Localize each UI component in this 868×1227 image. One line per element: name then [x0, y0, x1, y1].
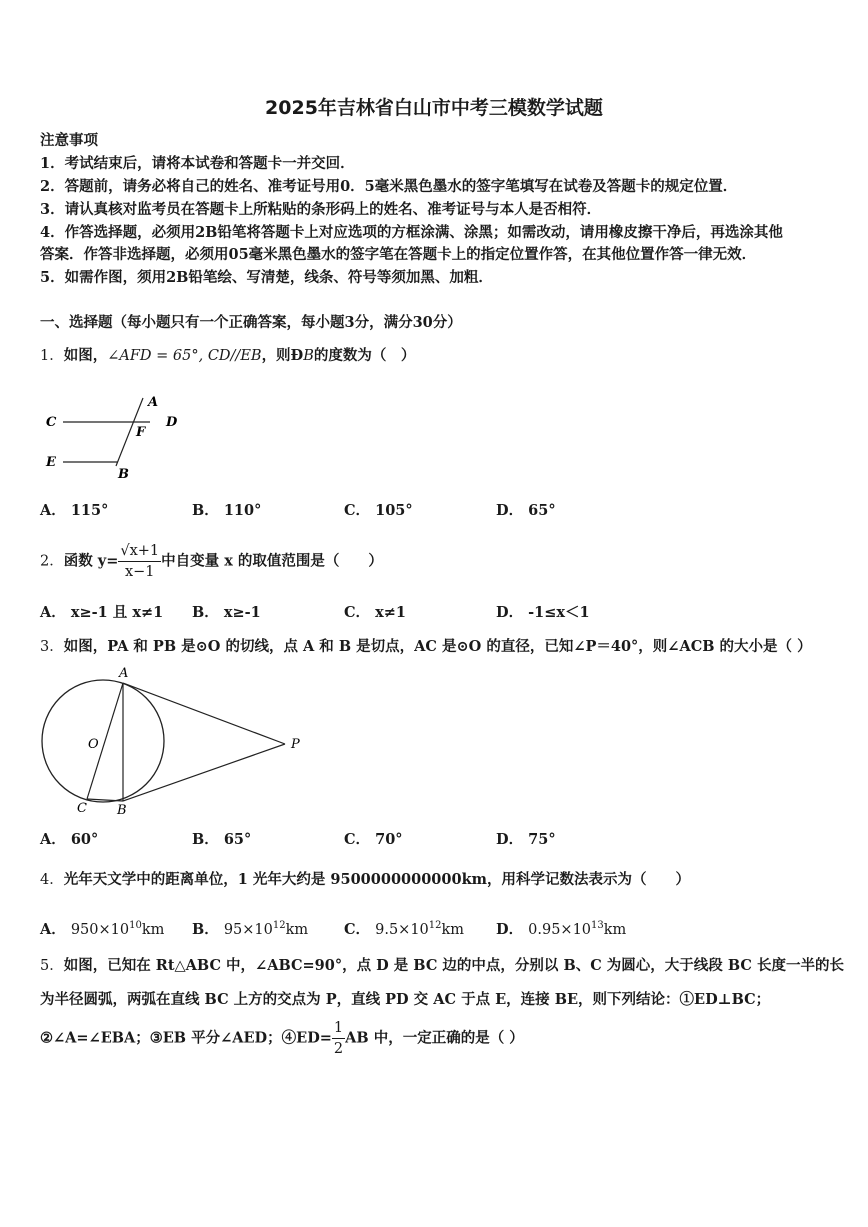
q1-option-b[interactable]: B． 110°	[192, 502, 262, 519]
question-number: 4．	[40, 872, 64, 888]
label-F: F	[136, 425, 146, 440]
q4-option-a[interactable]: A． $950\times 10^{10}km$	[40, 920, 165, 938]
notice-heading: 注意事项	[40, 132, 98, 149]
label-A: A	[119, 666, 129, 681]
notice-item-1: 1．考试结束后，请将本试卷和答题卡一并交回．	[40, 155, 355, 172]
page-title: 2025年吉林省白山市中考三模数学试题	[265, 97, 603, 119]
label-D: D	[166, 415, 178, 430]
q1-option-a[interactable]: A． 115°	[40, 502, 109, 519]
q4-option-b[interactable]: B． $95\times 10^{12}km$	[192, 920, 309, 938]
q5-fraction: $\frac{1}{2}$	[333, 1020, 344, 1057]
q1-option-d[interactable]: D． 65°	[496, 502, 556, 519]
question-number: 3．	[40, 639, 64, 655]
q4-option-d[interactable]: D． $0.95\times 10^{13}km$	[496, 920, 627, 938]
label-E: E	[46, 455, 56, 470]
q2-option-c[interactable]: C． x≠1	[344, 604, 406, 621]
notice-item-2: 2．答题前，请务必将自己的姓名、准考证号用0．5毫米黑色墨水的签字笔填写在试卷及答题卡的规定位置．	[40, 178, 738, 195]
question-5-line-2: 为半径圆弧，两弧在直线 BC 上方的交点为 P，直线 PD 交 AC 于点 E，连接 BE，则下列结论：①ED⊥BC；	[40, 991, 771, 1008]
q1-math: ∠AFD = 65°, CD//EB	[107, 348, 262, 364]
label-C: C	[77, 801, 87, 816]
question-4: 4．光年天文学中的距离单位，1 光年大约是 9500000000000km，用科学记数法表示为（ ）	[40, 871, 690, 888]
q1-option-c[interactable]: C． 105°	[344, 502, 413, 519]
q3-option-c[interactable]: C． 70°	[344, 831, 403, 848]
question-3: 3．如图，PA 和 PB 是⊙O 的切线，点 A 和 B 是切点，AC 是⊙O 的直径，已知∠P＝40°，则∠ACB 的大小是（ ）	[40, 638, 812, 655]
q3-figure	[35, 662, 315, 822]
q2-fraction: $\frac{√x+1}{x-1}$	[120, 543, 160, 580]
question-5-line-3: ②∠A=∠EBA；③EB 平分∠AED；④ED= $\frac{1}{2}$ AB 中，一定正确的是（ ）	[40, 1020, 524, 1057]
notice-item-4-cont: 答案．作答非选择题，必须用05毫米黑色墨水的签字笔在答题卡上的指定位置作答，在其他位置作答一律无效．	[40, 246, 757, 263]
notice-item-5: 5．如需作图，须用2B铅笔绘、写清楚，线条、符号等须加黑、加粗．	[40, 269, 493, 286]
section-heading: 一、选择题（每小题只有一个正确答案，每小题3分，满分30分）	[40, 314, 462, 331]
q2-option-d[interactable]: D． -1≤x＜1	[496, 604, 590, 621]
question-number: 5．	[40, 958, 64, 974]
question-number: 1．	[40, 348, 64, 364]
q3-option-d[interactable]: D． 75°	[496, 831, 556, 848]
label-A: A	[148, 395, 159, 410]
label-P: P	[291, 737, 300, 752]
question-number: 2．	[40, 553, 64, 570]
question-1: 1．如图，∠AFD = 65°, CD//EB，则ÐB的度数为（ ）	[40, 347, 416, 364]
question-5-line-1: 5．如图，已知在 Rt△ABC 中，∠ABC=90°，点 D 是 BC 边的中点，分别以 B、C 为圆心，大于线段 BC 长度一半的长	[40, 957, 844, 974]
q1-figure	[40, 390, 190, 485]
notice-item-4: 4．作答选择题，必须用2B铅笔将答题卡上对应选项的方框涂满、涂黑；如需改动，请用橡皮擦干净后，再选涂其他	[40, 224, 783, 241]
question-2: 2．函数 y= $\frac{√x+1}{x-1}$ 中自变量 x 的取值范围是（ ）	[40, 543, 383, 580]
label-B: B	[117, 803, 127, 818]
q4-option-c[interactable]: C． $9.5\times 10^{12}km$	[344, 920, 465, 938]
label-C: C	[46, 415, 57, 430]
q3-option-a[interactable]: A． 60°	[40, 831, 99, 848]
q2-option-b[interactable]: B． x≥-1	[192, 604, 261, 621]
notice-item-3: 3．请认真核对监考员在答题卡上所粘贴的条形码上的姓名、准考证号与本人是否相符．	[40, 201, 602, 218]
q3-option-b[interactable]: B． 65°	[192, 831, 252, 848]
label-O: O	[88, 737, 99, 752]
label-B: B	[118, 467, 129, 482]
q2-option-a[interactable]: A． x≥-1 且 x≠1	[40, 604, 164, 621]
